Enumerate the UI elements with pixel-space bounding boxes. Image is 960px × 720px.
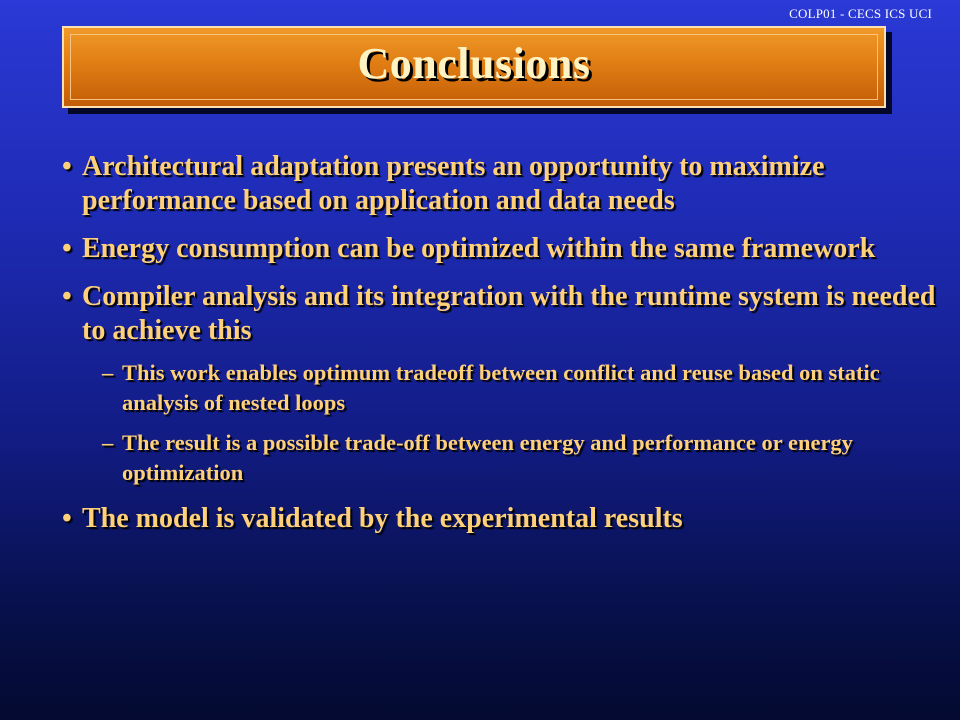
bullet-list	[62, 150, 942, 550]
bullet-mark: •	[62, 233, 72, 264]
bullet-text: Energy consumption can be optimized within the same framework	[82, 233, 876, 264]
bullet-text: Architectural adaptation presents an opportunity to maximize performance based on application and data needs	[82, 151, 825, 216]
bullet-text: Compiler analysis and its integration with the runtime system is needed to achieve this	[82, 281, 936, 346]
bullet-mark: •	[62, 281, 72, 312]
sub-bullet-text: The result is a possible trade-off between energy and performance or energy optimization	[122, 430, 853, 485]
bullet-mark: •	[62, 503, 72, 534]
sub-bullet-text: This work enables optimum tradeoff between conflict and reuse based on static analysis of nested loops	[122, 360, 880, 415]
bullet-item	[62, 232, 942, 266]
sub-bullet-mark: –	[102, 430, 114, 455]
title-banner	[62, 26, 886, 108]
slide-title: Conclusions	[357, 39, 591, 88]
bullet-text: The model is validated by the experimental results	[82, 503, 683, 534]
bullet-item	[62, 502, 942, 536]
sub-bullet-item	[102, 358, 942, 418]
bullet-mark: •	[62, 151, 72, 182]
bullet-item	[62, 150, 942, 218]
sub-bullet-item	[102, 428, 942, 488]
bullet-item	[62, 280, 942, 348]
sub-bullet-mark: –	[102, 360, 114, 385]
header-tag: COLP01 - CECS ICS UCI	[789, 6, 932, 21]
